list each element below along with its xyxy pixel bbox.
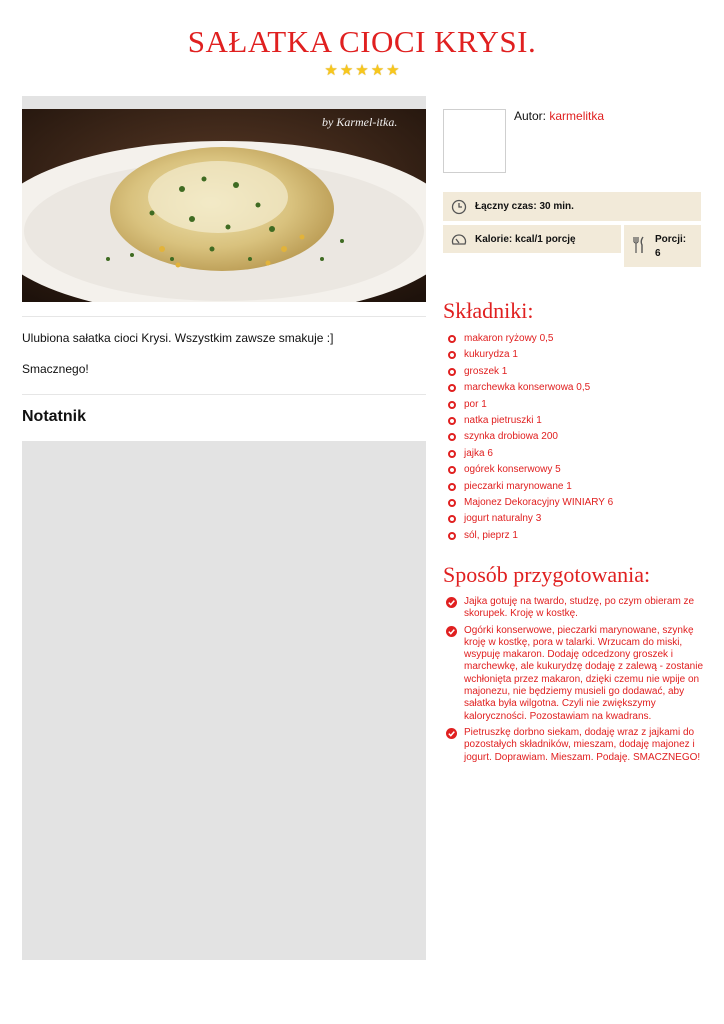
total-time-label: Łączny czas: 30 min. bbox=[475, 201, 574, 212]
ingredient-text: jogurt naturalny 3 bbox=[464, 513, 542, 525]
ingredient-item bbox=[446, 481, 706, 497]
check-circle-icon bbox=[446, 728, 457, 739]
ingredient-text: pieczarki marynowane 1 bbox=[464, 480, 572, 492]
ingredient-text: marchewka konserwowa 0,5 bbox=[464, 382, 591, 394]
ingredient-text: Majonez Dekoracyjny WINIARY 6 bbox=[464, 496, 614, 508]
ingredient-text: natka pietruszki 1 bbox=[464, 414, 542, 426]
bullet-circle-icon bbox=[448, 401, 456, 409]
ingredient-item bbox=[446, 382, 706, 398]
ingredient-text: groszek 1 bbox=[464, 365, 508, 377]
star-icon: ★ bbox=[386, 62, 400, 79]
preparation-step bbox=[446, 596, 704, 621]
ingredient-text: por 1 bbox=[464, 398, 487, 410]
divider bbox=[22, 394, 426, 395]
photo-top-bar bbox=[22, 96, 426, 109]
recipe-title: SAŁATKA CIOCI KRYSI. bbox=[187, 24, 537, 59]
gauge-icon bbox=[451, 232, 467, 248]
bullet-circle-icon bbox=[448, 433, 456, 441]
total-time-box bbox=[443, 192, 701, 221]
ingredient-item bbox=[446, 530, 706, 546]
ingredient-text: makaron ryżowy 0,5 bbox=[464, 333, 554, 344]
rating-stars bbox=[0, 62, 724, 79]
step-text: Jajka gotuję na twardo, studzę, po czym obieram ze skorupek. Kroję w kostkę. bbox=[464, 596, 695, 620]
ingredients-title: Składniki: bbox=[443, 298, 534, 323]
step-text: Ogórki konserwowe, pieczarki marynowane, szynkę kroję w kostkę, pora w talarki. Wrzucam do miski, wsypuję makaron. Dodaję odcedzony groszek i marchewkę, ale kukurydzę dodaję z zalewą - zostanie wchłonięta przez makaron, dzięki czemu nie wpije on majonezu, nie będziemy musieli go dodawać, aby sałatka była wilgotna. Czyli nie zwiększymy kaloryczności. Pozostawiam na kwadrans. bbox=[464, 624, 704, 722]
ingredient-text: sól, pieprz 1 bbox=[464, 529, 518, 541]
check-circle-icon bbox=[446, 597, 457, 608]
ingredient-item bbox=[446, 333, 706, 349]
star-icon: ★ bbox=[355, 62, 369, 79]
ingredient-item bbox=[446, 415, 706, 431]
ingredient-item bbox=[446, 431, 706, 447]
bullet-circle-icon bbox=[448, 417, 456, 425]
ingredient-item bbox=[446, 349, 706, 365]
servings-label bbox=[655, 233, 686, 261]
ingredient-item bbox=[446, 399, 706, 415]
recipe-description bbox=[22, 331, 422, 393]
ingredient-text: kukurydza 1 bbox=[464, 349, 518, 361]
ingredient-item bbox=[446, 366, 706, 382]
author-label: Autor: bbox=[514, 109, 547, 123]
author-line bbox=[514, 109, 604, 123]
calories-box bbox=[443, 225, 621, 253]
preparation-step bbox=[446, 625, 704, 723]
ingredient-text: szynka drobiowa 200 bbox=[464, 431, 558, 443]
bullet-circle-icon bbox=[448, 351, 456, 359]
ingredient-item bbox=[446, 464, 706, 480]
bullet-circle-icon bbox=[448, 335, 456, 343]
ingredients-list bbox=[446, 333, 706, 546]
notes-area[interactable] bbox=[22, 441, 426, 960]
cutlery-icon bbox=[632, 236, 648, 252]
step-text: Pietruszkę dorbno siekam, dodaję wraz z jajkami do pozostałych składników, mieszam, dodaję majonez i jogurt. Doprawiam. Mieszam. Podaję. SMACZNEGO! bbox=[464, 726, 701, 763]
ingredient-item bbox=[446, 513, 706, 529]
author-avatar bbox=[443, 109, 506, 173]
photo-watermark: by Karmel-itka. bbox=[322, 115, 398, 129]
ingredient-item bbox=[446, 448, 706, 464]
servings-box bbox=[624, 225, 701, 267]
ingredient-item bbox=[446, 497, 706, 513]
preparation-step bbox=[446, 727, 704, 764]
author-name-link[interactable]: karmelitka bbox=[549, 109, 605, 123]
preparation-title: Sposób przygotowania: bbox=[443, 562, 651, 587]
bullet-circle-icon bbox=[448, 515, 456, 523]
bullet-circle-icon bbox=[448, 499, 456, 507]
ingredient-text: ogórek konserwowy 5 bbox=[464, 464, 561, 476]
preparation-steps bbox=[446, 596, 704, 768]
recipe-photo bbox=[22, 109, 426, 302]
clock-icon bbox=[451, 199, 467, 215]
star-icon: ★ bbox=[339, 62, 354, 79]
ingredient-text: jajka 6 bbox=[464, 447, 493, 459]
servings-title: Porcji: bbox=[655, 234, 687, 245]
notes-title: Notatnik bbox=[22, 408, 86, 425]
divider bbox=[22, 316, 426, 317]
bullet-circle-icon bbox=[448, 450, 456, 458]
bullet-circle-icon bbox=[448, 532, 456, 540]
check-circle-icon bbox=[446, 626, 457, 637]
star-icon: ★ bbox=[324, 62, 338, 79]
bullet-circle-icon bbox=[448, 368, 456, 376]
star-icon: ★ bbox=[370, 62, 385, 79]
bullet-circle-icon bbox=[448, 466, 456, 474]
bullet-circle-icon bbox=[448, 384, 456, 392]
description-text: Ulubiona sałatka cioci Krysi. Wszystkim zawsze smakuje :] bbox=[22, 331, 334, 345]
servings-value: 6 bbox=[655, 248, 661, 259]
description-closing: Smacznego! bbox=[22, 362, 89, 376]
calories-label: Kalorie: kcal/1 porcję bbox=[475, 234, 576, 245]
bullet-circle-icon bbox=[448, 483, 456, 491]
